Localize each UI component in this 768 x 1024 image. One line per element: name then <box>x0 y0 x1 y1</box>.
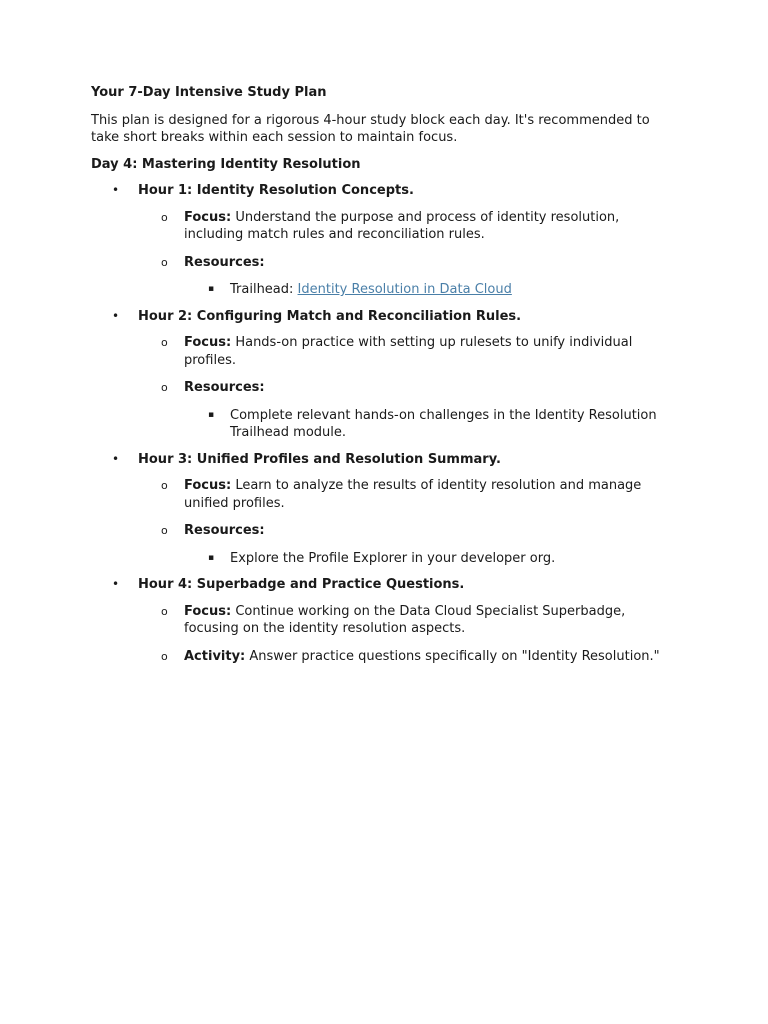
focus-item <box>138 477 681 512</box>
focus-item <box>138 603 681 638</box>
hour-title: Hour 3: Unified Profiles and Resolution Summary. <box>138 451 501 467</box>
document-page <box>91 84 681 674</box>
activity-text: Answer practice questions specifically on "Identity Resolution." <box>249 648 660 664</box>
circle-bullet-icon: o <box>161 210 168 224</box>
focus-text: Learn to analyze the results of identity resolution and manage unified profiles. <box>184 478 642 511</box>
hour-item <box>91 576 681 665</box>
identity-resolution-link[interactable]: Identity Resolution in Data Cloud <box>297 282 512 297</box>
hour-title: Hour 1: Identity Resolution Concepts. <box>138 183 414 198</box>
circle-bullet-icon: o <box>161 524 168 537</box>
day-heading: Day 4: Mastering Identity Resolution <box>91 156 361 172</box>
focus-label: Focus: <box>184 335 232 350</box>
resource-item <box>184 281 681 299</box>
resources-item <box>138 522 681 567</box>
focus-label: Focus: <box>184 209 232 225</box>
resources-list <box>184 550 681 568</box>
hour-item <box>91 182 681 299</box>
bullet-icon: • <box>112 183 120 197</box>
circle-bullet-icon: o <box>161 604 168 618</box>
focus-label: Focus: <box>184 603 232 619</box>
hour-item <box>91 451 681 568</box>
hour-details <box>138 477 681 567</box>
resources-item <box>138 379 681 442</box>
resources-label: Resources: <box>184 254 265 270</box>
square-bullet-icon: ▪ <box>208 284 215 294</box>
focus-text: Hands-on practice with setting up rulesets to unify individual profiles. <box>184 335 633 368</box>
circle-bullet-icon: o <box>161 255 168 269</box>
square-bullet-icon: ▪ <box>208 552 215 563</box>
focus-item <box>138 209 681 244</box>
resource-item <box>184 407 681 442</box>
circle-bullet-icon: o <box>161 381 168 394</box>
activity-item <box>138 648 681 666</box>
bullet-icon: • <box>112 451 120 466</box>
resources-list <box>184 407 681 442</box>
resource-item <box>184 550 681 568</box>
focus-item <box>138 334 681 369</box>
hour-details <box>138 603 681 666</box>
resources-label: Resources: <box>184 523 265 538</box>
hour-details <box>138 334 681 442</box>
focus-text: Understand the purpose and process of identity resolution, including match rules and reconciliation rules. <box>184 209 620 242</box>
hour-item <box>91 308 681 442</box>
resource-text: Explore the Profile Explorer in your developer org. <box>230 550 556 566</box>
hour-title: Hour 2: Configuring Match and Reconciliation Rules. <box>138 308 522 324</box>
focus-label: Focus: <box>184 478 232 493</box>
activity-label: Activity: <box>184 648 246 664</box>
hour-details <box>138 209 681 299</box>
focus-text: Continue working on the Data Cloud Specialist Superbadge, focusing on the identity resolution aspects. <box>184 603 626 636</box>
hours-list <box>91 182 681 665</box>
resources-item <box>138 254 681 299</box>
resource-text: Complete relevant hands-on challenges in the Identity Resolution Trailhead module. <box>230 407 657 440</box>
intro-paragraph: This plan is designed for a rigorous 4-hour study block each day. It's recommended to take short breaks within each session to maintain focus. <box>91 112 650 145</box>
circle-bullet-icon: o <box>161 649 168 663</box>
resource-prefix: Trailhead: <box>230 282 294 297</box>
hour-title: Hour 4: Superbadge and Practice Questions. <box>138 577 465 592</box>
resources-list <box>184 281 681 299</box>
bullet-icon: • <box>112 577 120 591</box>
square-bullet-icon: ▪ <box>208 409 215 420</box>
circle-bullet-icon: o <box>161 479 168 492</box>
resources-label: Resources: <box>184 380 265 395</box>
bullet-icon: • <box>112 308 120 323</box>
document-title: Your 7-Day Intensive Study Plan <box>91 85 327 100</box>
circle-bullet-icon: o <box>161 336 168 349</box>
